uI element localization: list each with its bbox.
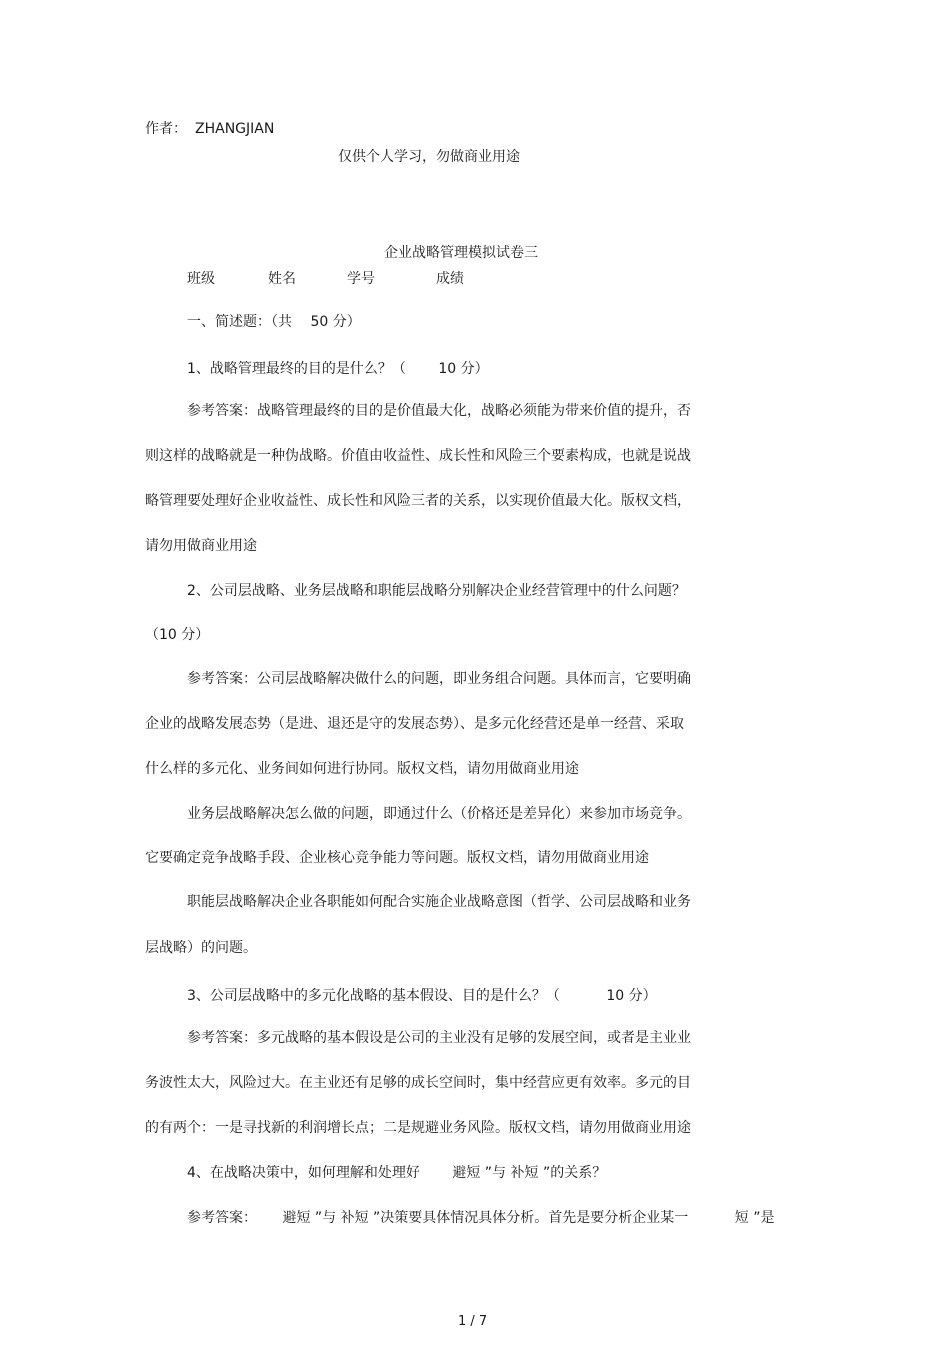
field-student-id: 学号 xyxy=(347,271,375,287)
field-name: 姓名 xyxy=(268,271,296,287)
author-name: ZHANGJIAN xyxy=(195,121,275,137)
section-heading: 一、简述题：（共 50 分） xyxy=(187,314,361,330)
answer-line: 的有两个：一是寻找新的利润增长点；二是规避业务风险。版权文档，请勿用做商业用途 xyxy=(145,1120,691,1136)
answer-line: 什么样的多元化、业务间如何进行协同。版权文档，请勿用做商业用途 xyxy=(145,761,579,777)
question-4: 4、在战略决策中，如何理解和处理好 避短 ”与 补短 ”的关系？ xyxy=(187,1165,607,1181)
usage-notice: 仅供个人学习，勿做商业用途 xyxy=(338,149,520,165)
answer-line: 略管理要处理好企业收益性、成长性和风险三者的关系，以实现价值最大化。版权文档， xyxy=(145,493,691,509)
answer-line: 层战略）的问题。 xyxy=(145,940,257,956)
answer-line: 参考答案：战略管理最终的目的是价值最大化，战略必须能为带来价值的提升，否 xyxy=(187,403,691,419)
answer-line: 参考答案： 避短 ”与 补短 ”决策要具体情况具体分析。首先是要分析企业某一 短 ”是 xyxy=(187,1210,775,1226)
answer-line: 它要确定竞争战略手段、企业核心竞争能力等问题。版权文档，请勿用做商业用途 xyxy=(145,850,649,866)
question-2: 2、公司层战略、业务层战略和职能层战略分别解决企业经营管理中的什么问题？ xyxy=(187,583,686,599)
field-class: 班级 xyxy=(187,271,215,287)
answer-line: 职能层战略解决企业各职能如何配合实施企业战略意图（哲学、公司层战略和业务 xyxy=(187,894,691,910)
question-2-points: （10 分） xyxy=(145,627,210,643)
answer-line: 企业的战略发展态势（是进、退还是守的发展态势）、是多元化经营还是单一经营、采取 xyxy=(145,716,684,732)
author-label: 作者： xyxy=(145,121,187,137)
page-number: 1 / 7 xyxy=(458,1314,488,1329)
answer-line: 参考答案：公司层战略解决做什么的问题，即业务组合问题。具体而言，它要明确 xyxy=(187,671,691,687)
field-score: 成绩 xyxy=(436,271,464,287)
exam-title: 企业战略管理模拟试卷三 xyxy=(384,245,538,261)
answer-line: 则这样的战略就是一种伪战略。价值由收益性、成长性和风险三个要素构成，也就是说战 xyxy=(145,448,691,464)
answer-line: 业务层战略解决怎么做的问题，即通过什么（价格还是差异化）来参加市场竞争。 xyxy=(187,806,691,822)
question-1: 1、战略管理最终的目的是什么？（ 10 分） xyxy=(187,361,489,377)
answer-line: 请勿用做商业用途 xyxy=(145,538,257,554)
answer-line: 参考答案：多元战略的基本假设是公司的主业没有足够的发展空间，或者是主业业 xyxy=(187,1030,691,1046)
question-3: 3、公司层战略中的多元化战略的基本假设、目的是什么？（ 10 分） xyxy=(187,988,657,1004)
answer-line: 务波性太大，风险过大。在主业还有足够的成长空间时，集中经营应更有效率。多元的目 xyxy=(145,1075,691,1091)
